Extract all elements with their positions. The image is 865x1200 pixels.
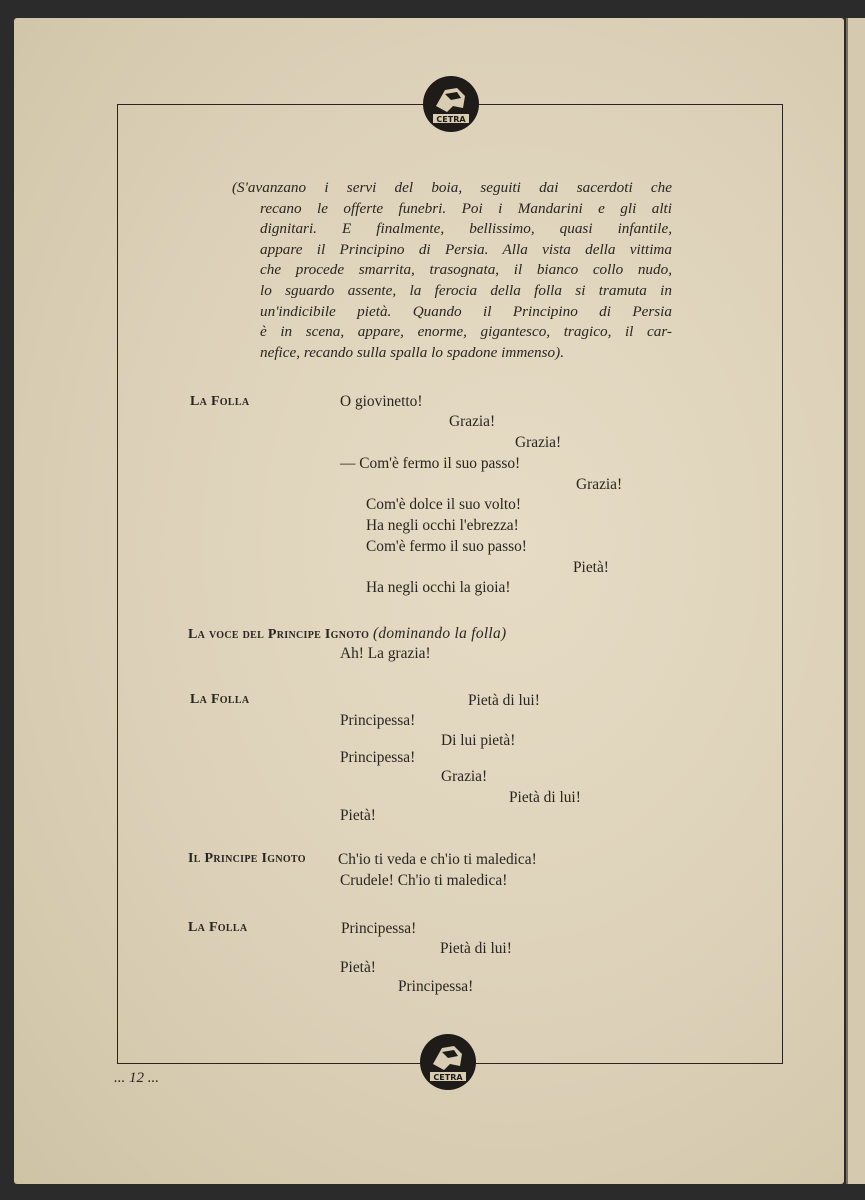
stage-line: appare il Principino di Persia. Alla vista della vittima — [260, 240, 672, 258]
verse-line: Pietà! — [573, 559, 609, 576]
verse-line: O giovinetto! — [340, 393, 423, 410]
cetra-logo-top — [423, 76, 479, 132]
verse-line: Principessa! — [341, 920, 417, 937]
verse-line: Ha negli occhi la gioia! — [366, 579, 511, 596]
speaker-name: La voce del Principe Ignoto — [188, 627, 370, 642]
verse-line: Pietà di lui! — [509, 789, 581, 806]
logo-text: CETRA — [433, 1073, 463, 1082]
verse-line: Pietà di lui! — [468, 692, 540, 709]
verse-line: Com'è fermo il suo passo! — [366, 538, 527, 555]
verse-line: Principessa! — [340, 712, 416, 729]
verse-line: Principessa! — [398, 978, 474, 995]
verse-line: Di lui pietà! — [441, 732, 516, 749]
stage-line: nefice, recando sulla spalla lo spadone immenso). — [260, 343, 564, 361]
page-number: ... 12 ... — [114, 1070, 159, 1086]
verse-line: Ha negli occhi l'ebrezza! — [366, 517, 519, 534]
verse-line: Principessa! — [340, 749, 416, 766]
stage-line: lo sguardo assente, la ferocia della folla si tramuta in — [260, 281, 672, 299]
verse-line: Ch'io ti veda e ch'io ti maledica! — [338, 851, 537, 868]
verse-line: Com'è dolce il suo volto! — [366, 496, 521, 513]
verse-line: Crudele! Ch'io ti maledica! — [340, 872, 508, 889]
stage-line: è in scena, appare, enorme, gigantesco, tragico, il car- — [260, 323, 672, 341]
stage-line: un'indicibile pietà. Quando il Principino di Persia — [260, 302, 672, 320]
stage-line: che procede smarrita, trasognata, il bianco collo nudo, — [260, 261, 672, 279]
stage-direction — [232, 178, 672, 363]
cetra-logo-icon — [420, 1034, 476, 1090]
verse-line: Grazia! — [515, 434, 562, 451]
stage-line: (S'avanzano i servi del boia, seguiti dai sacerdoti che — [232, 179, 672, 196]
speaker-principe-ignoto: Il Principe Ignoto — [188, 851, 306, 866]
cetra-logo-icon — [423, 76, 479, 132]
verse-line: Pietà di lui! — [440, 940, 512, 957]
verse-line: Pietà! — [340, 807, 376, 824]
speaker-la-folla: La Folla — [188, 920, 248, 935]
cetra-logo-bottom — [420, 1034, 476, 1090]
verse-line: — Com'è fermo il suo passo! — [340, 455, 521, 472]
speaker-la-folla: La Folla — [190, 692, 250, 707]
adjacent-page-edge — [846, 18, 865, 1184]
speaker-voce-principe-ignoto — [188, 625, 506, 643]
speaker-direction: (dominando la folla) — [373, 625, 507, 642]
verse-line: Grazia! — [449, 413, 496, 430]
stage-line: recano le offerte funebri. Poi i Mandarini e gli alti — [260, 199, 672, 217]
stage-line: dignitari. E finalmente, bellissimo, quasi infantile, — [260, 220, 672, 238]
speaker-la-folla: La Folla — [190, 394, 250, 409]
verse-line: Grazia! — [441, 768, 488, 785]
logo-text: CETRA — [436, 115, 466, 124]
verse-line: Ah! La grazia! — [340, 645, 431, 662]
verse-line: Grazia! — [576, 476, 623, 493]
verse-line: Pietà! — [340, 959, 376, 976]
